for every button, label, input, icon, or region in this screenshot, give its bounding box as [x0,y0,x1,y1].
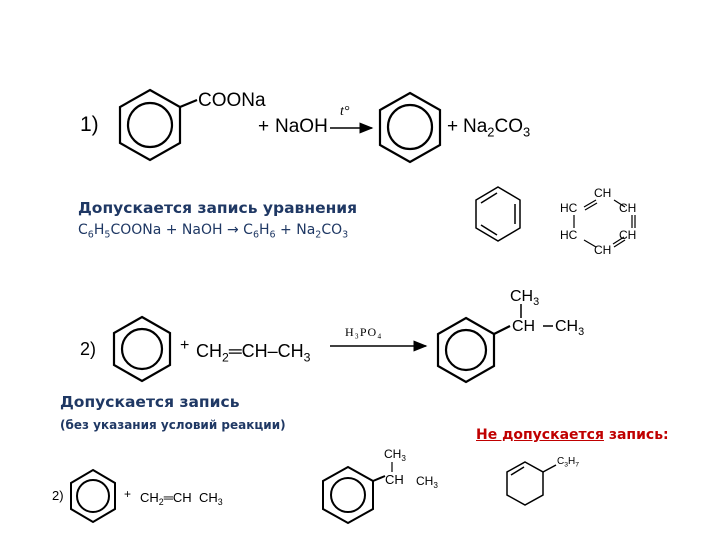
reaction1-plus2: + [447,116,459,137]
benzene-reactant-ring-b [71,470,115,522]
benzoate-ring [120,90,197,160]
reaction1-number: 1) [80,113,99,136]
not-allowed-label: Не допускается запись: [476,427,669,443]
kekule-label-left-top: HC [560,201,578,215]
benzene-product-ring [380,93,440,162]
cumene-b-ch: CH [385,472,404,487]
reaction2-condition: H₃PO₄ [345,325,383,339]
kekule-label-right-bottom: CH [619,228,637,242]
allowed1-title: Допускается запись уравнения [78,199,358,217]
cumene-top-methyl: $CH_3$ [510,288,540,308]
cumene-ring-b [323,467,385,523]
cumene-ch: CH [512,318,536,335]
reaction1-plus1: + [258,116,270,137]
propene-formula-b: $CH_2═CH$ $CH_3$ [140,490,223,508]
allowed2-subtitle: (без указания условий реакции) [60,418,286,432]
reaction2b-number: 2) [52,488,64,503]
propene-formula: $CH_2═CH-CH_3$ [196,341,311,365]
benzoate-substituent: COONa [198,90,266,111]
kekule-label-top: CH [594,186,612,200]
reaction1-reagent: NaOH [275,116,328,137]
reaction2b-plus: + [124,487,132,501]
propyl-substituent: $C_3H_7$ [557,456,580,469]
allowed2-title: Допускается запись [60,393,240,411]
kekule-benzene [476,187,520,241]
propylcyclohexene [507,462,556,505]
reaction1-product-formula: $Na_2CO_3$ [463,116,531,140]
allowed1-equation: $C_6H_5COONa$ + NaOH → $C_6H_6 + Na_2CO_3$ [78,222,349,241]
cumene-b-top-methyl: $CH_3$ [384,447,406,463]
reaction1-condition: t° [340,104,350,119]
benzene-reactant-ring [114,317,170,381]
kekule-label-bottom: CH [594,243,612,257]
kekule-label-left-bottom: HC [560,228,578,242]
reaction2-plus: + [180,337,190,354]
kekule-label-right-top: CH [619,201,637,215]
reaction2-number: 2) [80,339,97,359]
cumene-right-methyl: $CH_3$ [555,318,585,338]
cumene-b-right-methyl: $CH_3$ [416,474,438,490]
cumene-ring [438,318,510,382]
